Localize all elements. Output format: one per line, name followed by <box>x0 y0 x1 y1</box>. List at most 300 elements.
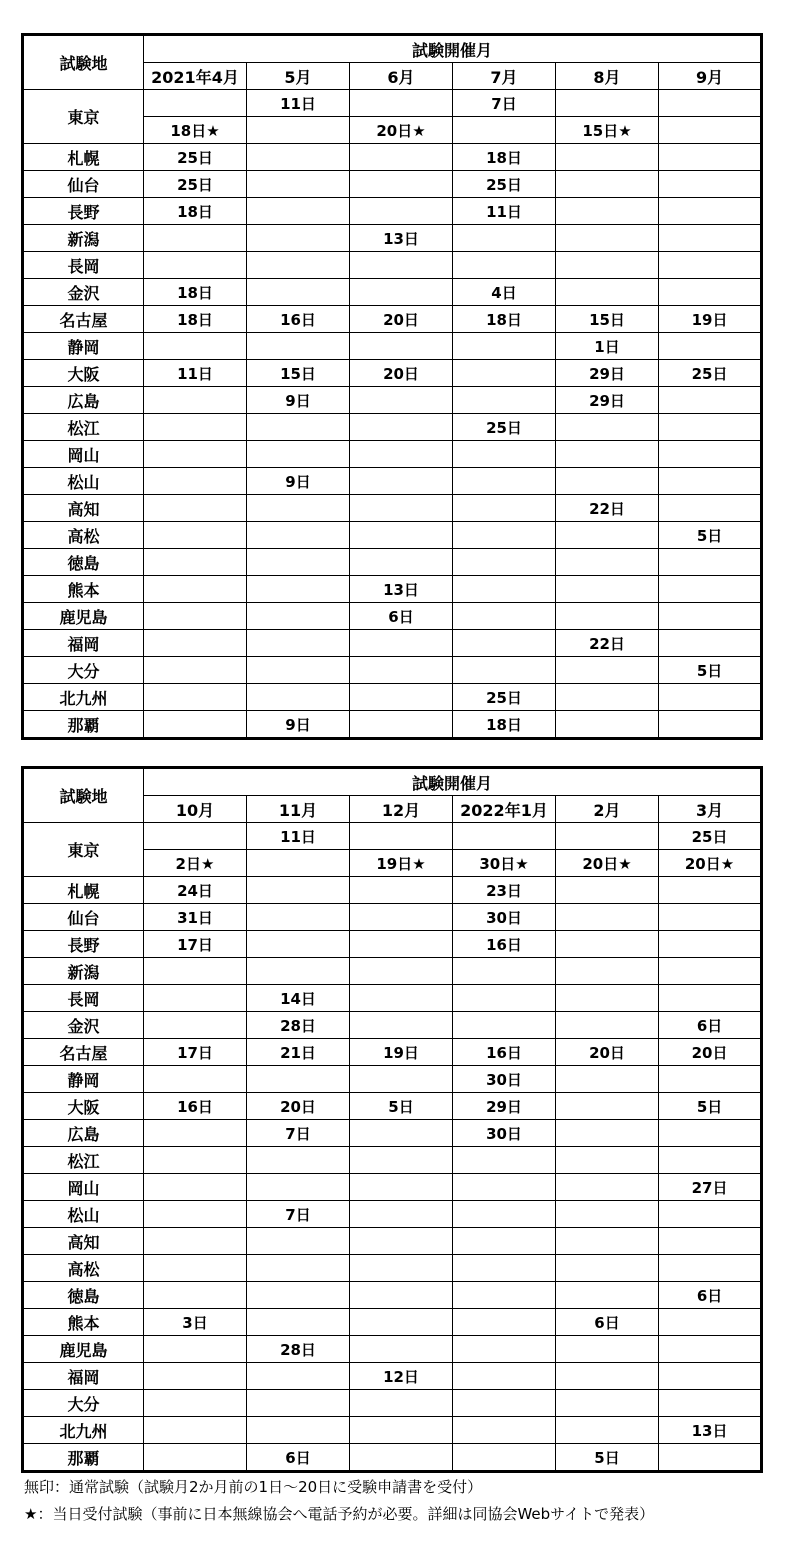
date-cell <box>247 1417 350 1444</box>
date-cell <box>350 1282 453 1309</box>
location-label: 鹿児島 <box>23 1336 144 1363</box>
date-cell <box>247 684 350 711</box>
date-cell: 5日 <box>350 1093 453 1120</box>
location-label: 大分 <box>23 1390 144 1417</box>
date-cell <box>453 603 556 630</box>
location-label: 鹿児島 <box>23 603 144 630</box>
date-cell <box>350 90 453 117</box>
date-cell <box>453 1444 556 1472</box>
date-cell <box>556 171 659 198</box>
location-label: 高松 <box>23 1255 144 1282</box>
date-cell <box>350 495 453 522</box>
date-cell <box>350 1174 453 1201</box>
table-row <box>23 144 762 171</box>
legend-same-day-exam: ★：当日受付試験（事前に日本無線協会へ電話予約が必要。詳細は同協会Webサイトで発表） <box>24 1505 655 1523</box>
date-cell <box>144 711 247 739</box>
date-cell: 23日 <box>453 877 556 904</box>
date-cell <box>144 1201 247 1228</box>
date-cell <box>556 144 659 171</box>
date-cell: 9日 <box>247 468 350 495</box>
table-row <box>23 1039 762 1066</box>
date-cell <box>659 387 762 414</box>
location-label: 高知 <box>23 1228 144 1255</box>
location-label: 松山 <box>23 1201 144 1228</box>
date-cell: 17日 <box>144 1039 247 1066</box>
month-header: 10月 <box>144 796 247 823</box>
month-header: 9月 <box>659 63 762 90</box>
date-cell <box>556 1336 659 1363</box>
date-cell <box>350 1066 453 1093</box>
date-cell: 1日 <box>556 333 659 360</box>
date-cell <box>144 1417 247 1444</box>
date-cell <box>350 387 453 414</box>
date-cell <box>144 1147 247 1174</box>
table-row <box>23 414 762 441</box>
date-cell <box>144 1174 247 1201</box>
date-cell: 6日 <box>659 1282 762 1309</box>
date-cell <box>144 958 247 985</box>
table-row <box>23 1120 762 1147</box>
date-cell <box>453 1363 556 1390</box>
date-cell <box>247 279 350 306</box>
table-row <box>23 1228 762 1255</box>
date-cell <box>247 414 350 441</box>
table-row <box>23 1282 762 1309</box>
date-cell <box>247 958 350 985</box>
location-label: 徳島 <box>23 549 144 576</box>
table-row <box>23 603 762 630</box>
table-row <box>23 711 762 739</box>
date-cell: 20日 <box>247 1093 350 1120</box>
date-cell: 18日 <box>144 198 247 225</box>
month-header: 5月 <box>247 63 350 90</box>
location-label: 金沢 <box>23 1012 144 1039</box>
date-cell <box>453 1174 556 1201</box>
date-cell <box>144 1282 247 1309</box>
date-cell: 29日 <box>556 387 659 414</box>
date-cell <box>453 958 556 985</box>
date-cell <box>556 1201 659 1228</box>
date-cell <box>247 576 350 603</box>
date-cell <box>453 549 556 576</box>
date-cell <box>556 522 659 549</box>
date-cell: 18日 <box>144 306 247 333</box>
date-cell: 6日 <box>556 1309 659 1336</box>
month-header: 2022年1月 <box>453 796 556 823</box>
date-cell: 25日 <box>144 144 247 171</box>
date-cell <box>659 576 762 603</box>
date-cell <box>659 441 762 468</box>
date-cell: 5日 <box>556 1444 659 1472</box>
table-row <box>23 1390 762 1417</box>
location-label: 大阪 <box>23 1093 144 1120</box>
table-row <box>23 306 762 333</box>
date-cell <box>350 657 453 684</box>
location-label: 徳島 <box>23 1282 144 1309</box>
date-cell <box>144 441 247 468</box>
date-cell <box>350 549 453 576</box>
table-row <box>23 1066 762 1093</box>
date-cell: 16日 <box>247 306 350 333</box>
date-cell <box>556 549 659 576</box>
date-cell: 30日 <box>453 1066 556 1093</box>
date-cell: 25日 <box>453 171 556 198</box>
date-cell <box>556 931 659 958</box>
date-cell <box>350 198 453 225</box>
date-cell <box>247 1309 350 1336</box>
location-label: 高松 <box>23 522 144 549</box>
date-cell <box>556 684 659 711</box>
date-cell <box>144 657 247 684</box>
date-cell: 6日 <box>659 1012 762 1039</box>
date-cell <box>350 823 453 850</box>
table-row <box>23 1444 762 1472</box>
date-cell <box>144 1444 247 1472</box>
date-cell: 20日★ <box>659 850 762 877</box>
date-cell <box>659 414 762 441</box>
table-row <box>23 441 762 468</box>
table-row <box>23 333 762 360</box>
date-cell <box>556 1228 659 1255</box>
date-cell <box>144 1120 247 1147</box>
date-cell <box>453 1201 556 1228</box>
table-row <box>23 1093 762 1120</box>
date-cell <box>247 1282 350 1309</box>
date-cell <box>247 850 350 877</box>
location-label: 広島 <box>23 1120 144 1147</box>
date-cell <box>144 1012 247 1039</box>
date-cell <box>144 603 247 630</box>
date-cell: 18日 <box>453 144 556 171</box>
table-row <box>23 630 762 657</box>
location-label: 高知 <box>23 495 144 522</box>
date-cell <box>659 117 762 144</box>
table-row <box>23 1309 762 1336</box>
date-cell <box>659 711 762 739</box>
table-row <box>23 904 762 931</box>
date-cell <box>350 1201 453 1228</box>
date-cell <box>556 279 659 306</box>
location-label: 北九州 <box>23 1417 144 1444</box>
date-cell: 30日 <box>453 904 556 931</box>
date-cell <box>453 225 556 252</box>
legend-normal-exam: 無印：通常試験（試験月2か月前の1日～20日に受験申請書を受付） <box>24 1478 483 1496</box>
date-cell: 27日 <box>659 1174 762 1201</box>
date-cell <box>453 387 556 414</box>
date-cell: 25日 <box>453 684 556 711</box>
date-cell <box>350 985 453 1012</box>
date-cell <box>350 171 453 198</box>
date-cell: 5日 <box>659 522 762 549</box>
date-cell: 29日 <box>453 1093 556 1120</box>
date-cell: 18日 <box>453 711 556 739</box>
date-cell <box>659 1390 762 1417</box>
date-cell <box>453 1228 556 1255</box>
date-cell <box>556 1012 659 1039</box>
date-cell <box>556 877 659 904</box>
date-cell <box>659 904 762 931</box>
date-cell <box>144 1390 247 1417</box>
date-cell: 18日★ <box>144 117 247 144</box>
date-cell <box>453 1147 556 1174</box>
date-cell <box>247 171 350 198</box>
date-cell <box>247 333 350 360</box>
date-cell <box>453 1309 556 1336</box>
table-row <box>23 985 762 1012</box>
location-label: 松江 <box>23 1147 144 1174</box>
location-label: 大分 <box>23 657 144 684</box>
date-cell <box>350 1444 453 1472</box>
location-label: 新潟 <box>23 958 144 985</box>
location-label: 長野 <box>23 931 144 958</box>
date-cell <box>144 90 247 117</box>
date-cell <box>453 360 556 387</box>
date-cell: 7日 <box>247 1201 350 1228</box>
location-label: 長岡 <box>23 985 144 1012</box>
date-cell <box>350 144 453 171</box>
date-cell: 7日 <box>247 1120 350 1147</box>
date-cell <box>659 1120 762 1147</box>
date-cell <box>453 576 556 603</box>
date-cell <box>659 225 762 252</box>
date-cell <box>350 877 453 904</box>
month-header: 6月 <box>350 63 453 90</box>
date-cell <box>556 711 659 739</box>
date-cell <box>556 1147 659 1174</box>
date-cell <box>453 1390 556 1417</box>
date-cell <box>247 1228 350 1255</box>
table-row <box>23 1336 762 1363</box>
date-cell <box>350 1147 453 1174</box>
date-cell <box>659 630 762 657</box>
date-cell: 20日 <box>350 306 453 333</box>
date-cell: 15日 <box>556 306 659 333</box>
location-label: 長岡 <box>23 252 144 279</box>
date-cell <box>453 1282 556 1309</box>
location-label: 岡山 <box>23 441 144 468</box>
date-cell <box>659 198 762 225</box>
date-cell <box>247 225 350 252</box>
date-cell <box>556 958 659 985</box>
location-label: 名古屋 <box>23 306 144 333</box>
location-label: 広島 <box>23 387 144 414</box>
date-cell <box>556 1093 659 1120</box>
date-cell <box>659 1255 762 1282</box>
date-cell <box>144 414 247 441</box>
table-row <box>23 684 762 711</box>
date-cell <box>247 1390 350 1417</box>
date-cell <box>247 931 350 958</box>
date-cell <box>350 441 453 468</box>
location-label: 松山 <box>23 468 144 495</box>
location-label: 仙台 <box>23 904 144 931</box>
date-cell <box>556 1066 659 1093</box>
date-cell <box>453 823 556 850</box>
location-label: 東京 <box>23 90 144 144</box>
date-cell <box>659 171 762 198</box>
month-header: 2021年4月 <box>144 63 247 90</box>
date-cell <box>144 985 247 1012</box>
location-label: 松江 <box>23 414 144 441</box>
date-cell: 31日 <box>144 904 247 931</box>
date-cell <box>556 441 659 468</box>
date-cell <box>556 823 659 850</box>
date-cell <box>453 630 556 657</box>
date-cell <box>144 630 247 657</box>
date-cell: 9日 <box>247 711 350 739</box>
date-cell <box>350 1012 453 1039</box>
date-cell <box>556 90 659 117</box>
date-cell <box>350 1417 453 1444</box>
date-cell <box>144 387 247 414</box>
location-label: 東京 <box>23 823 144 877</box>
date-cell: 15日 <box>247 360 350 387</box>
date-cell <box>144 495 247 522</box>
date-cell: 12日 <box>350 1363 453 1390</box>
date-cell: 22日 <box>556 630 659 657</box>
location-label: 金沢 <box>23 279 144 306</box>
date-cell: 9日 <box>247 387 350 414</box>
date-cell <box>556 985 659 1012</box>
date-cell <box>144 1255 247 1282</box>
date-cell <box>556 1255 659 1282</box>
date-cell: 11日 <box>144 360 247 387</box>
date-cell <box>247 441 350 468</box>
date-cell <box>350 252 453 279</box>
date-cell: 2日★ <box>144 850 247 877</box>
date-cell <box>659 1228 762 1255</box>
date-cell <box>659 603 762 630</box>
month-header: 12月 <box>350 796 453 823</box>
date-cell <box>453 522 556 549</box>
location-label: 福岡 <box>23 630 144 657</box>
date-cell: 28日 <box>247 1012 350 1039</box>
date-cell <box>556 468 659 495</box>
date-cell <box>350 414 453 441</box>
table-row <box>23 1255 762 1282</box>
location-label: 北九州 <box>23 684 144 711</box>
date-cell <box>247 1255 350 1282</box>
date-cell: 25日 <box>659 360 762 387</box>
table-row <box>23 931 762 958</box>
date-cell <box>659 684 762 711</box>
month-group-header: 試験開催月 <box>144 768 762 796</box>
date-cell <box>659 877 762 904</box>
table-row <box>23 1201 762 1228</box>
date-cell <box>144 225 247 252</box>
date-cell: 13日 <box>350 576 453 603</box>
table-row <box>23 1012 762 1039</box>
date-cell <box>659 931 762 958</box>
date-cell <box>350 522 453 549</box>
date-cell <box>659 1147 762 1174</box>
date-cell <box>144 333 247 360</box>
date-cell: 17日 <box>144 931 247 958</box>
location-label: 札幌 <box>23 877 144 904</box>
date-cell <box>453 495 556 522</box>
date-cell: 29日 <box>556 360 659 387</box>
month-header: 8月 <box>556 63 659 90</box>
date-cell <box>659 1201 762 1228</box>
table-row <box>23 958 762 985</box>
table-row <box>23 279 762 306</box>
date-cell <box>659 549 762 576</box>
date-cell: 5日 <box>659 1093 762 1120</box>
date-cell: 30日★ <box>453 850 556 877</box>
date-cell <box>144 1363 247 1390</box>
date-cell <box>247 522 350 549</box>
date-cell <box>247 877 350 904</box>
date-cell <box>453 657 556 684</box>
table-row <box>23 387 762 414</box>
date-cell: 25日 <box>453 414 556 441</box>
date-cell <box>659 1363 762 1390</box>
date-cell <box>247 144 350 171</box>
date-cell: 13日 <box>659 1417 762 1444</box>
date-cell <box>144 252 247 279</box>
month-header: 11月 <box>247 796 350 823</box>
location-label: 長野 <box>23 198 144 225</box>
schedule-table-body <box>23 768 762 1472</box>
date-cell <box>659 279 762 306</box>
date-cell <box>556 603 659 630</box>
date-cell <box>556 1390 659 1417</box>
location-label: 名古屋 <box>23 1039 144 1066</box>
date-cell <box>659 1336 762 1363</box>
date-cell <box>659 985 762 1012</box>
date-cell <box>556 1363 659 1390</box>
date-cell: 20日 <box>556 1039 659 1066</box>
date-cell <box>144 549 247 576</box>
date-cell <box>350 931 453 958</box>
date-cell: 16日 <box>453 931 556 958</box>
table-row <box>23 1147 762 1174</box>
tokyo-row <box>23 823 762 850</box>
date-cell: 5日 <box>659 657 762 684</box>
date-cell <box>659 958 762 985</box>
date-cell: 11日 <box>247 823 350 850</box>
tokyo-row <box>23 90 762 117</box>
date-cell <box>247 1147 350 1174</box>
date-cell <box>453 1417 556 1444</box>
date-cell <box>247 549 350 576</box>
date-cell: 11日 <box>453 198 556 225</box>
date-cell <box>659 333 762 360</box>
date-cell: 14日 <box>247 985 350 1012</box>
table-row <box>23 225 762 252</box>
table-row <box>23 549 762 576</box>
table-row <box>23 1363 762 1390</box>
date-cell: 16日 <box>144 1093 247 1120</box>
date-cell: 6日 <box>247 1444 350 1472</box>
date-cell: 16日 <box>453 1039 556 1066</box>
location-header: 試験地 <box>23 768 144 823</box>
date-cell <box>350 1120 453 1147</box>
table-row <box>23 877 762 904</box>
date-cell <box>350 1390 453 1417</box>
location-label: 大阪 <box>23 360 144 387</box>
location-label: 岡山 <box>23 1174 144 1201</box>
date-cell <box>556 576 659 603</box>
month-group-header: 試験開催月 <box>144 35 762 63</box>
date-cell: 11日 <box>247 90 350 117</box>
date-cell: 25日 <box>144 171 247 198</box>
date-cell <box>453 985 556 1012</box>
date-cell <box>556 1120 659 1147</box>
table-row <box>23 252 762 279</box>
date-cell: 3日 <box>144 1309 247 1336</box>
date-cell <box>350 279 453 306</box>
